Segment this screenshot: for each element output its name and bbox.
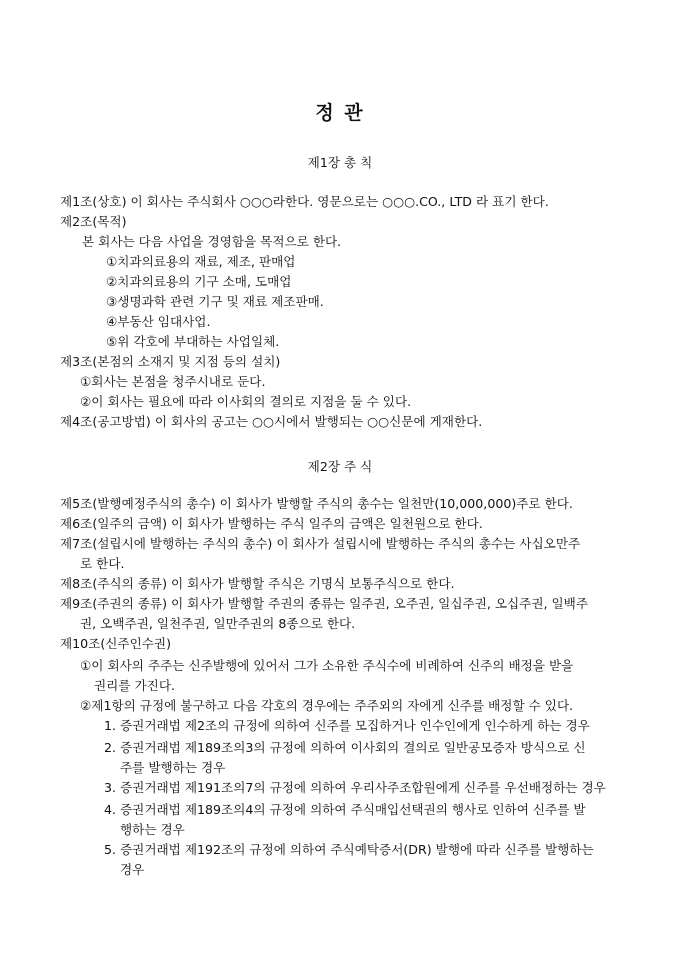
article-10-clause-1: 1. 증권거래법 제2조의 규정에 의하여 신주를 모집하거나 인수인에게 인수하게 하는 경우	[104, 718, 590, 733]
article-2-item: ①치과의료용의 재료, 제조, 판매업	[106, 254, 296, 269]
document-title: 정 관	[315, 102, 365, 124]
article-5: 제5조(발행예정주식의 총수) 이 회사가 발행할 주식의 총수는 일천만(10,000,000)주로 한다.	[60, 496, 573, 511]
article-10-para-1-line-2: 권리를 가진다.	[94, 678, 175, 693]
article-9-line-2: 권, 오백주권, 일천주권, 일만주권의 8종으로 한다.	[80, 616, 356, 631]
article-10-para-2: ②제1항의 규정에 불구하고 다음 각호의 경우에는 주주외의 자에게 신주를 배정할 수 있다.	[80, 698, 574, 713]
article-7-line-2: 로 한다.	[80, 556, 125, 571]
article-10-clause-4-line-1: 4. 증권거래법 제189조의4의 규정에 의하여 주식매입선택권의 행사로 인하여 신주를 발	[104, 802, 586, 817]
article-4: 제4조(공고방법) 이 회사의 공고는 ○○시에서 발행되는 ○○신문에 게재한다.	[60, 414, 483, 429]
article-6: 제6조(일주의 금액) 이 회사가 발행하는 주식 일주의 금액은 일천원으로 한다.	[60, 516, 483, 531]
article-2-item: ③생명과학 관련 기구 및 재료 제조판매.	[106, 294, 324, 309]
article-1: 제1조(상호) 이 회사는 주식회사 ○○○라한다. 영문으로는 ○○○.CO., LTD 라 표기 한다.	[60, 194, 549, 209]
article-2-item: ②치과의료용의 기구 소매, 도매업	[106, 274, 292, 289]
article-10-para-1-line-1: ①이 회사의 주주는 신주발행에 있어서 그가 소유한 주식수에 비례하여 신주의 배정을 받을	[80, 658, 574, 673]
article-2-item: ④부동산 임대사업.	[106, 314, 211, 329]
article-10-clause-2-line-2: 주를 발행하는 경우	[120, 760, 226, 775]
article-2-item: ⑤위 각호에 부대하는 사업일체.	[106, 334, 280, 349]
article-10-clause-4-line-2: 행하는 경우	[120, 822, 185, 837]
article-3-heading: 제3조(본점의 소재지 및 지점 등의 설치)	[60, 354, 281, 369]
article-8: 제8조(주식의 종류) 이 회사가 발행할 주식은 기명식 보통주식으로 한다.	[60, 576, 455, 591]
chapter-1-heading: 제1장 총 칙	[307, 155, 373, 170]
article-2-heading: 제2조(목적)	[60, 214, 127, 229]
article-7-line-1: 제7조(설립시에 발행하는 주식의 총수) 이 회사가 설립시에 발행하는 주식의 총수는 사십오만주	[60, 536, 581, 551]
article-10-clause-5-line-1: 5. 증권거래법 제192조의 규정에 의하여 주식예탁증서(DR) 발행에 따라 신주를 발행하는	[104, 842, 594, 857]
article-10-clause-3: 3. 증권거래법 제191조의7의 규정에 의하여 우리사주조합원에게 신주를 우선배정하는 경우	[104, 780, 606, 795]
chapter-2-heading: 제2장 주 식	[307, 459, 373, 474]
article-3-item: ②이 회사는 필요에 따라 이사회의 결의로 지점을 둘 수 있다.	[80, 394, 412, 409]
article-3-item: ①회사는 본점을 청주시내로 둔다.	[80, 374, 266, 389]
article-10-clause-5-line-2: 경우	[120, 862, 145, 877]
article-9-line-1: 제9조(주권의 종류) 이 회사가 발행할 주권의 종류는 일주권, 오주권, 일십주권, 오십주권, 일백주	[60, 596, 589, 611]
article-10-clause-2-line-1: 2. 증권거래법 제189조의3의 규정에 의하여 이사회의 결의로 일반공모증자 방식으로 신	[104, 740, 586, 755]
article-10-heading: 제10조(신주인수권)	[60, 636, 172, 651]
article-2-intro: 본 회사는 다음 사업을 경영함을 목적으로 한다.	[82, 234, 342, 249]
